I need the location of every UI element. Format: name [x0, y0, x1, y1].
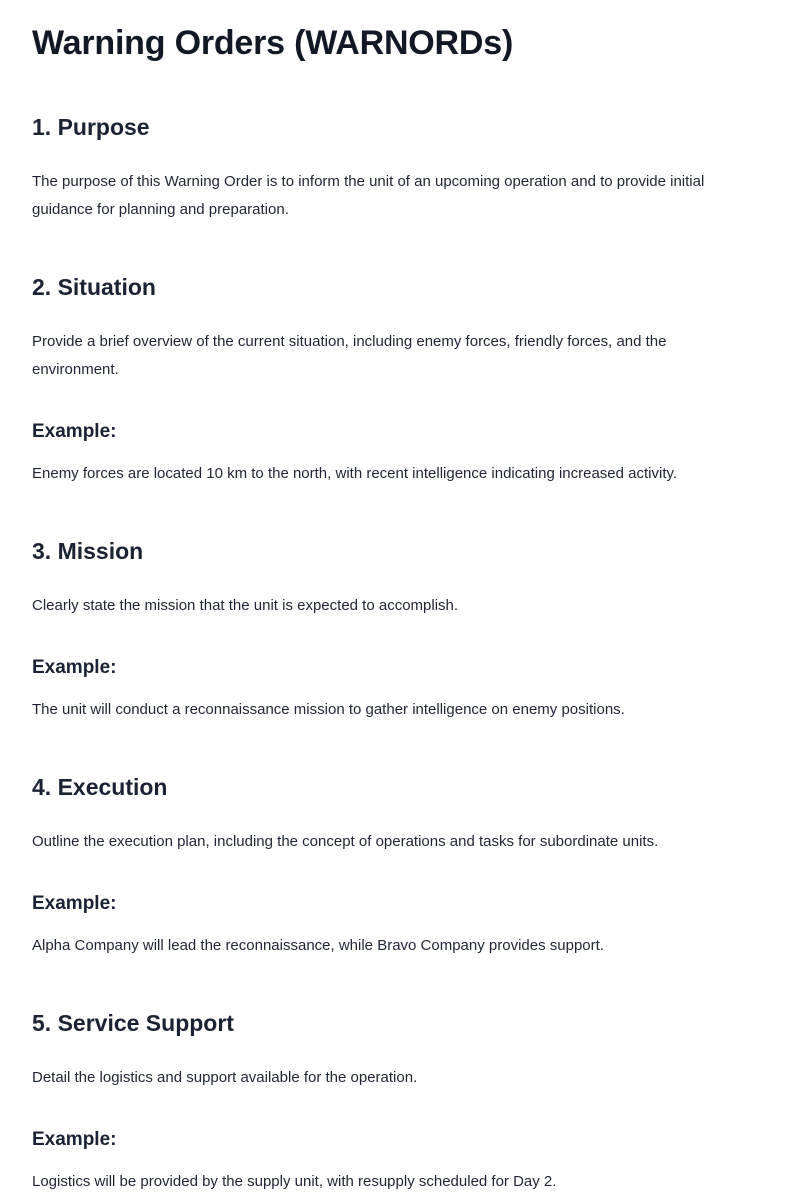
section-body-situation: Provide a brief overview of the current situation, including enemy forces, friendly forces, and the environment.: [32, 333, 667, 378]
example-text-execution: Alpha Company will lead the reconnaissance, while Bravo Company provides support.: [32, 937, 604, 954]
example-text-service-support: Logistics will be provided by the supply unit, with resupply scheduled for Day 2.: [32, 1173, 557, 1190]
section-body-execution: Outline the execution plan, including the concept of operations and tasks for subordinate units.: [32, 833, 659, 850]
section-heading-situation: 2. Situation: [32, 274, 156, 300]
example-heading-execution: Example:: [32, 893, 117, 914]
example-text-mission: The unit will conduct a reconnaissance mission to gather intelligence on enemy positions.: [32, 701, 625, 718]
section-heading-purpose: 1. Purpose: [32, 114, 150, 140]
example-heading-situation: Example:: [32, 421, 117, 442]
example-heading-mission: Example:: [32, 657, 117, 678]
section-body-service-support: Detail the logistics and support available for the operation.: [32, 1069, 418, 1086]
example-text-situation: Enemy forces are located 10 km to the north, with recent intelligence indicating increased activity.: [32, 465, 678, 482]
page-title: Warning Orders (WARNORDs): [32, 24, 514, 62]
example-heading-service-support: Example:: [32, 1129, 117, 1150]
section-body-mission: Clearly state the mission that the unit is expected to accomplish.: [32, 597, 459, 614]
section-heading-service-support: 5. Service Support: [32, 1010, 234, 1036]
section-body-purpose: The purpose of this Warning Order is to inform the unit of an upcoming operation and to provide initial guidance for planning and preparation.: [32, 173, 705, 218]
section-heading-mission: 3. Mission: [32, 538, 144, 564]
section-heading-execution: 4. Execution: [32, 774, 168, 800]
